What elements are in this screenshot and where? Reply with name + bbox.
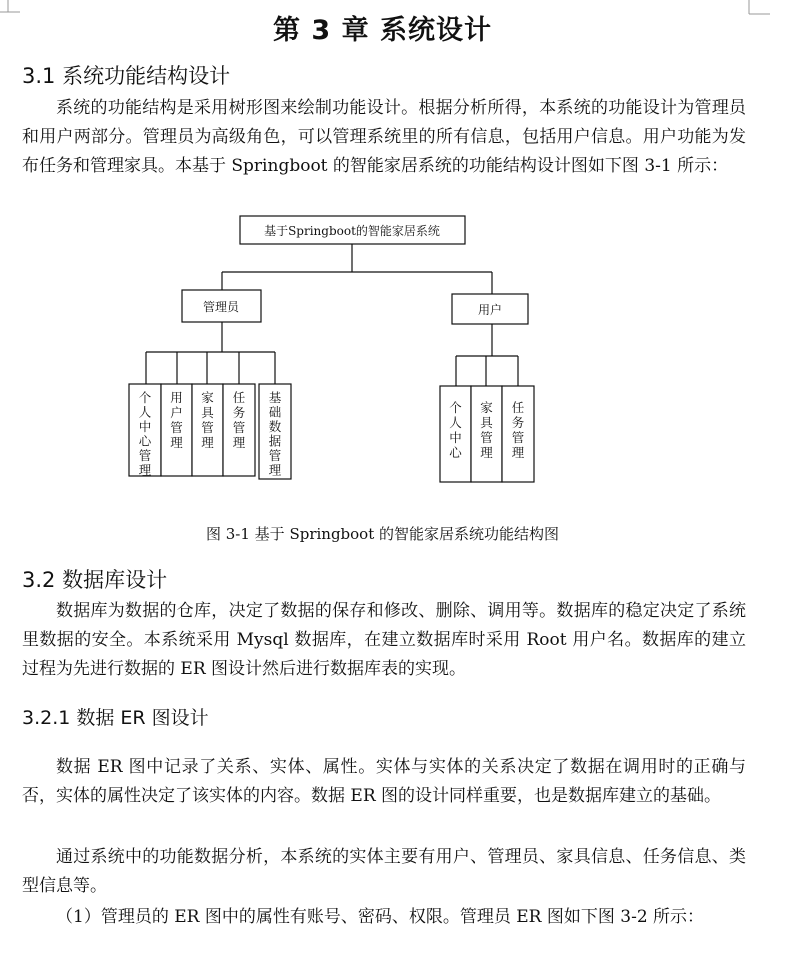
diagram-user-node: 用户	[477, 303, 503, 317]
diagram-leaf-node: 个人中心	[449, 400, 462, 460]
section-heading-3-1: 3.1 系统功能结构设计	[22, 64, 231, 88]
diagram-leaf-node: 用户管理	[170, 390, 183, 450]
section-heading-3-2: 3.2 数据库设计	[22, 568, 168, 592]
paragraph-admin-er: （1）管理员的 ER 图中的属性有账号、密码、权限。管理员 ER 图如下图 3-2 所示：	[56, 907, 705, 927]
paragraph-function-structure: 系统的功能结构是采用树形图来绘制功能设计。根据分析所得，本系统的功能设计为管理员和用户两部分。管理员为高级角色，可以管理系统里的所有信息，包括用户信息。用户功能为发布任务和管理家具。本基于 Springboot 的智能家居系统的功能结构设计图如下图 3-1 所示：	[22, 98, 746, 176]
chapter-title: 第 3 章 系统设计	[273, 15, 492, 46]
paragraph-er-intro: 数据 ER 图中记录了关系、实体、属性。实体与实体的关系决定了数据在调用时的正确与否，实体的属性决定了该实体的内容。数据 ER 图的设计同样重要，也是数据库建立的基础。	[22, 757, 746, 806]
paragraph-database-design: 数据库为数据的仓库，决定了数据的保存和修改、删除、调用等。数据库的稳定决定了系统里数据的安全。本系统采用 Mysql 数据库，在建立数据库时采用 Root 用户名。数据库的建立过程为先进行数据的 ER 图设计然后进行数据库表的实现。	[22, 601, 746, 679]
diagram-leaf-node: 任务管理	[232, 390, 246, 450]
diagram-leaf-node: 基础数据管理	[268, 390, 282, 478]
diagram-leaf-node: 任务管理	[511, 400, 525, 460]
figure-caption-3-1: 图 3-1 基于 Springboot 的智能家居系统功能结构图	[205, 525, 560, 543]
diagram-user-children	[449, 400, 525, 460]
function-structure-diagram	[0, 208, 808, 498]
paragraph-entities: 通过系统中的功能数据分析，本系统的实体主要有用户、管理员、家具信息、任务信息、类型信息等。	[22, 847, 746, 896]
subsection-heading-3-2-1: 3.2.1 数据 ER 图设计	[22, 707, 209, 729]
diagram-leaf-node: 家具管理	[480, 400, 493, 460]
diagram-root-node: 基于Springboot的智能家居系统	[264, 224, 440, 238]
diagram-admin-node: 管理员	[202, 300, 240, 314]
diagram-leaf-node: 家具管理	[201, 390, 214, 450]
diagram-leaf-node: 个人中心管理	[138, 390, 152, 478]
